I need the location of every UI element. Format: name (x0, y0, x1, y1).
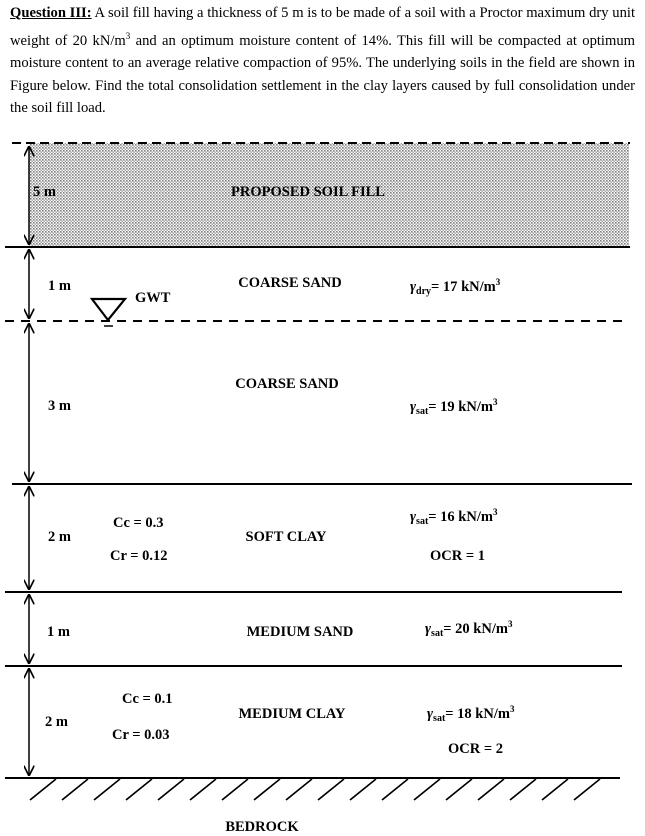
layer-4-unit-weight: $\gamma_{sat}= 20$ $kN/m^3$ (425, 619, 513, 639)
gwt-label: GWT (135, 290, 171, 306)
unit-superscript: 3 (125, 30, 131, 41)
layer-3-thickness: 2 m (48, 529, 71, 545)
layer-1-thickness: 1 m (48, 278, 71, 294)
layer-3-unit-weight: $\gamma_{sat}= 16$ $kN/m^3$ (410, 507, 498, 527)
layer-5-name: MEDIUM CLAY (238, 706, 346, 722)
water-table-triangle-icon (92, 299, 125, 320)
bedrock-hatch (30, 779, 600, 800)
layer-5-cc: Cc = 0.1 (122, 691, 173, 707)
question-label: Question III: (10, 5, 92, 21)
question-body-1: A soil fill having a thickness of 5 m is to be made of a soil with a Proctor maximum dry unit weight of 20 kN/m (10, 5, 635, 49)
fill-thickness-label: 5 m (33, 184, 56, 200)
layer-3-name: SOFT CLAY (245, 529, 327, 545)
layer-1-name: COARSE SAND (238, 275, 342, 291)
layer-4-name: MEDIUM SAND (246, 624, 354, 640)
layer-5-cr: Cr = 0.03 (112, 727, 170, 743)
layer-5-thickness: 2 m (45, 714, 68, 730)
layer-5-ocr: OCR = 2 (448, 741, 503, 757)
layer-2-thickness: 3 m (48, 398, 71, 414)
layer-1-unit-weight: $\gamma_{dry}= 17$ $kN/m^3$ (410, 277, 501, 297)
layer-5-unit-weight: $\gamma_{sat}= 18$ $kN/m^3$ (427, 704, 515, 724)
layer-3-ocr: OCR = 1 (430, 548, 485, 564)
question-body-2: and an optimum moisture content of 14%. This fill will be compacted at optimum moisture content to an average relative compaction of 95%. The underlying soils in the field are shown in Figure below. Find the total consolidation settlement in the clay layers caused by full consolidation under the soil fill load. (10, 32, 635, 117)
fill-name-label: PROPOSED SOIL FILL (231, 184, 385, 200)
layer-4-thickness: 1 m (47, 624, 70, 640)
layer-2-name: COARSE SAND (235, 376, 339, 392)
layer-3-cr: Cr = 0.12 (110, 548, 168, 564)
layer-3-cc: Cc = 0.3 (113, 515, 164, 531)
layer-2-unit-weight: $\gamma_{sat}= 19$ $kN/m^3$ (410, 397, 498, 417)
bedrock-label: BEDROCK (225, 819, 299, 835)
